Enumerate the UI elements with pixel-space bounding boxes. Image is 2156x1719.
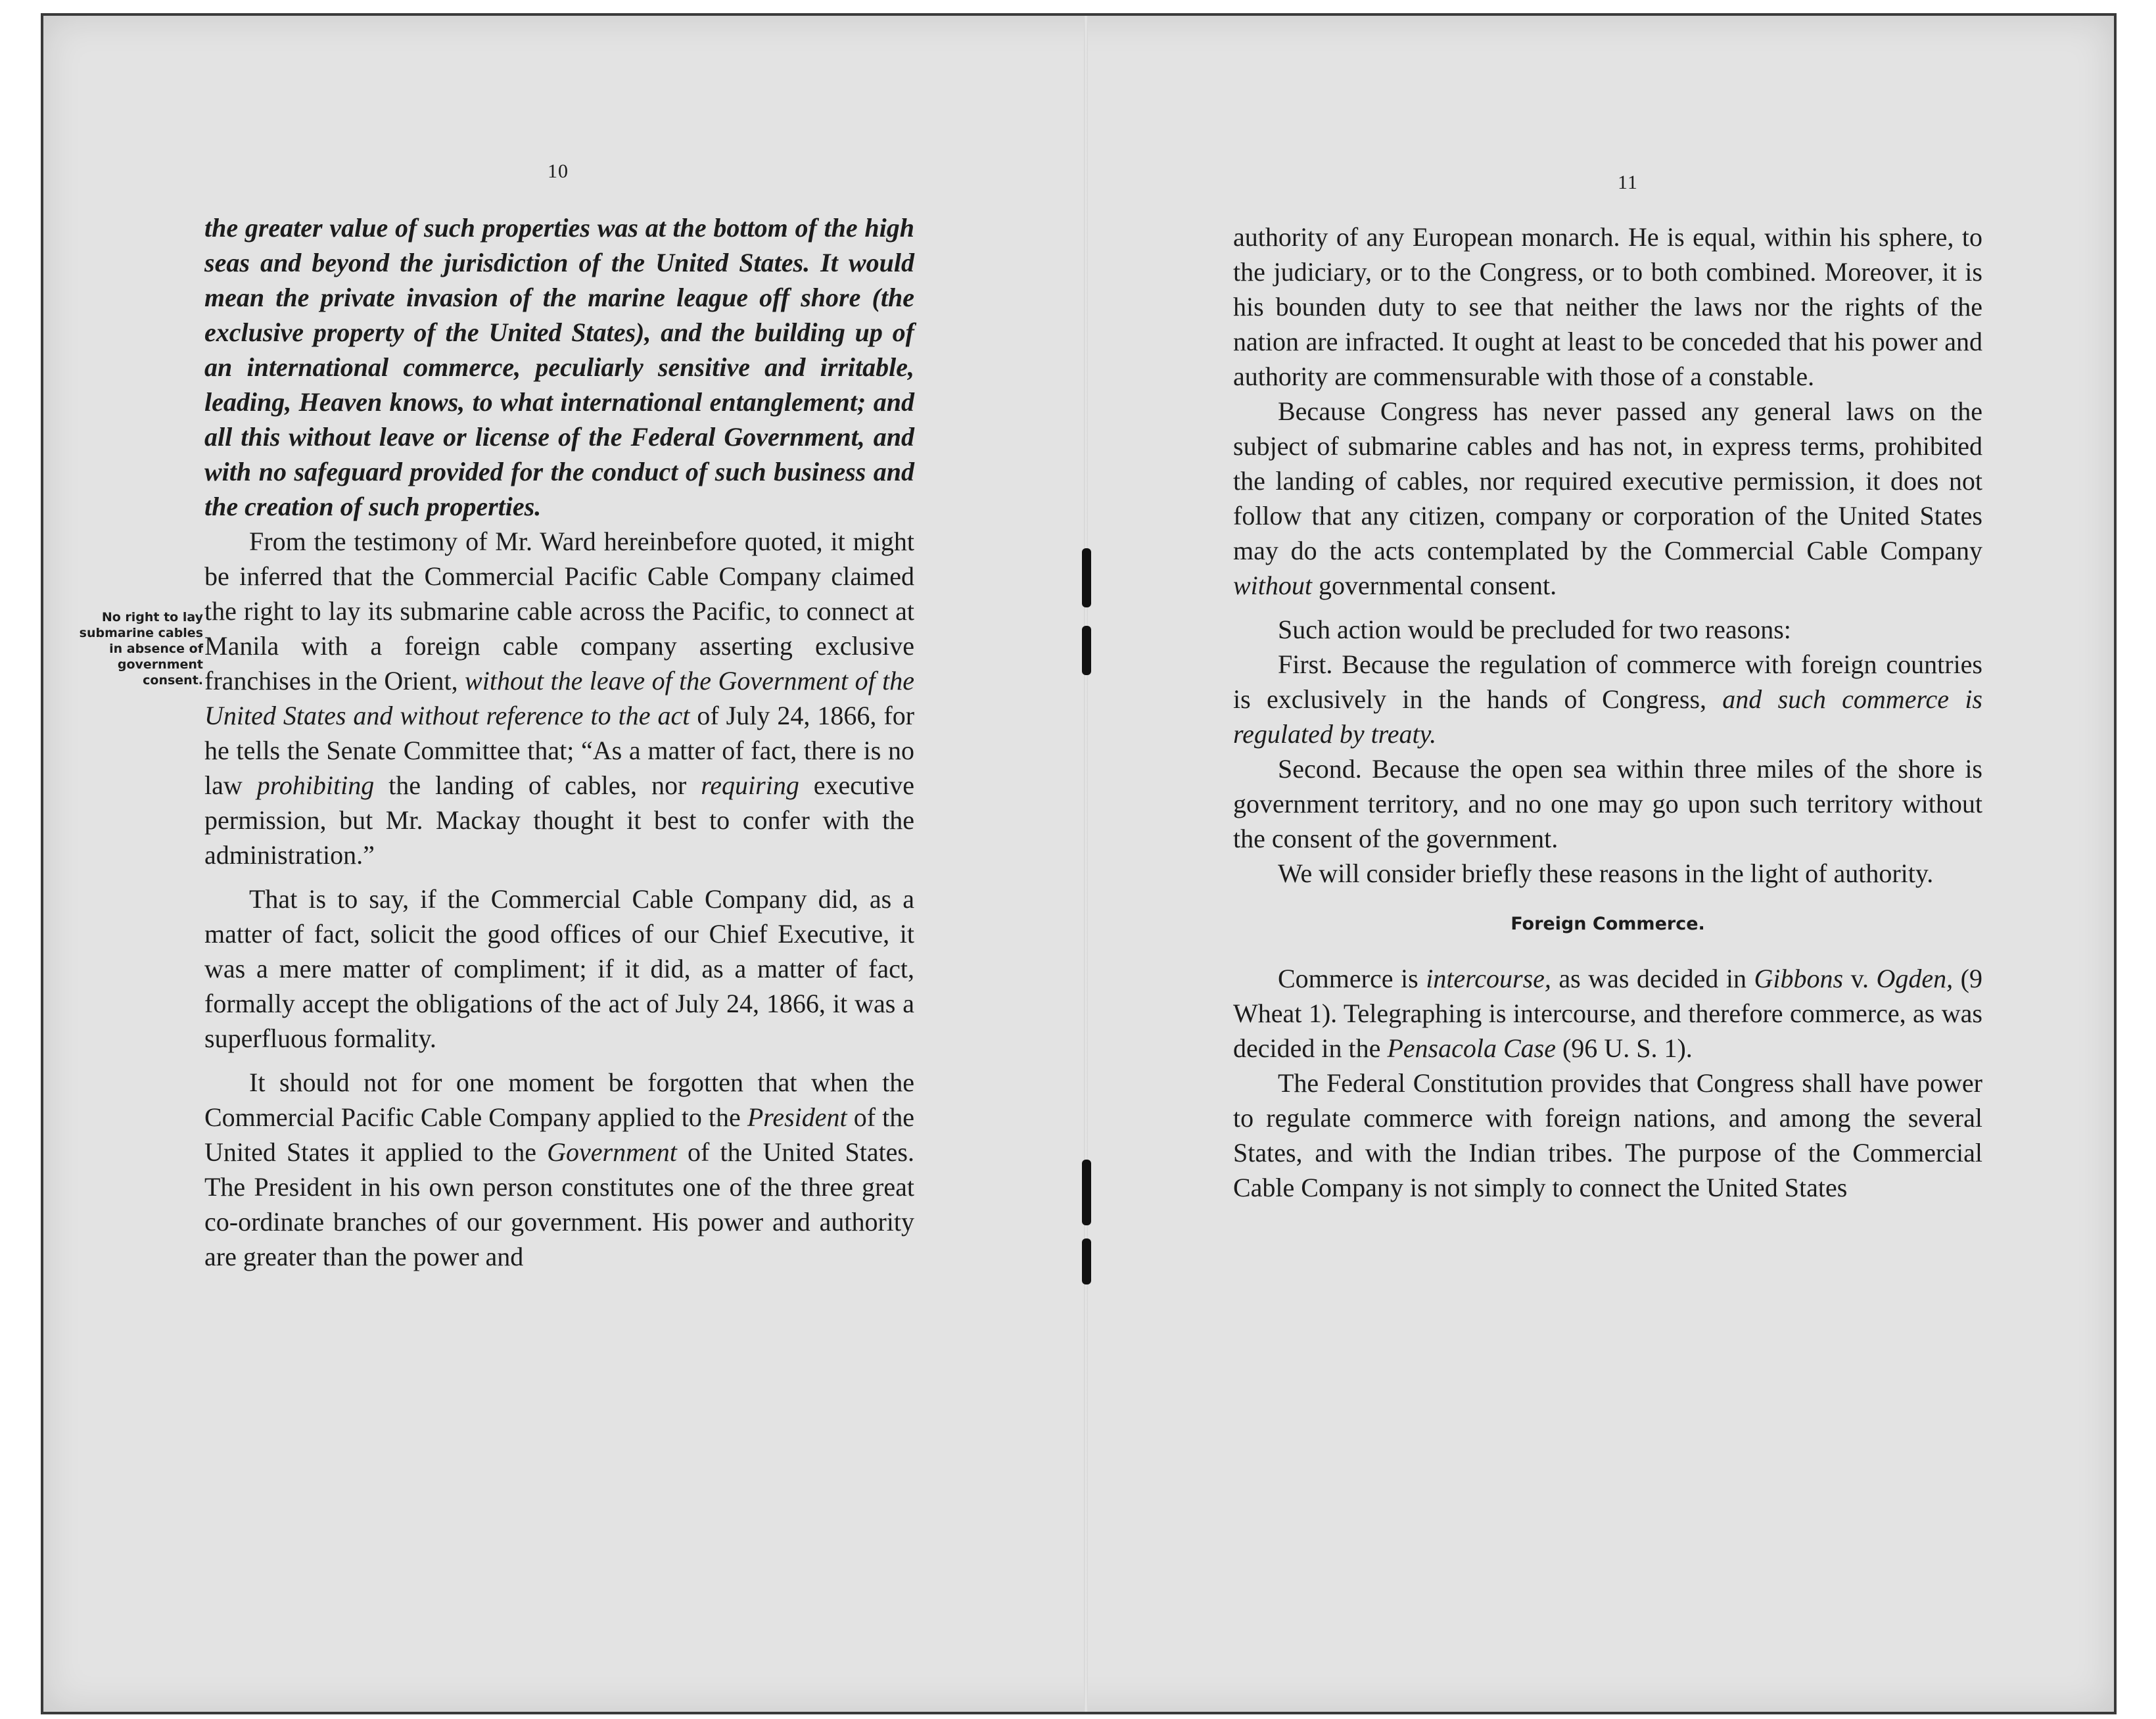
text-span: requiring xyxy=(701,770,799,800)
paragraph xyxy=(1233,394,1982,603)
right-page-number: 11 xyxy=(1618,172,1638,193)
text-span: executive permission, but Mr. Mackay thought it best to confer with the administration.” xyxy=(204,770,914,870)
text-span: President xyxy=(747,1102,847,1132)
text-span: Ogden, xyxy=(1876,964,1954,993)
text-span: Government xyxy=(547,1137,677,1167)
paragraph xyxy=(1233,612,1982,647)
paragraph xyxy=(1233,220,1982,394)
margin-note: No right to lay submarine cables in absence of government consent. xyxy=(79,610,203,688)
text-span: of the United States. The President in his own person constitutes one of the three great co-ordinate branches of our government. His power and authority are greater than the power and xyxy=(204,1137,915,1271)
book-spread xyxy=(41,13,2117,1714)
paragraph xyxy=(204,1065,914,1274)
text-span: It should not for one moment be forgotten that when the Commercial Pacific Cable Company applied to the xyxy=(204,1068,914,1132)
right-paragraphs-before-heading xyxy=(1233,220,1982,891)
text-span: intercourse, xyxy=(1426,964,1551,993)
text-span: of July 24, 1866, for he tells the Senate Committee that; “As a matter of fact, there is no law xyxy=(204,701,915,800)
paragraph xyxy=(1233,751,1982,856)
text-span: Second. Because the open sea within three miles of the shore is government territory, and no one may go upon such territory without the consent of the government. xyxy=(1233,754,1982,853)
text-span: First. Because the regulation of commerce with foreign countries is exclusively in the hands of Congress, xyxy=(1233,649,1982,714)
right-paragraphs-after-heading xyxy=(1233,961,1982,1205)
text-span: v. xyxy=(1843,964,1877,993)
paragraph xyxy=(204,210,914,524)
left-text-column xyxy=(204,210,914,1274)
text-span: authority of any European monarch. He is equal, within his sphere, to the judiciary, or to the Congress, or to both combined. Moreover, it is his bounden duty to see that neither the laws nor the rights of the nation are infracted. It ought at least to be conceded that his power and authority are commensurable with those of a constable. xyxy=(1233,222,1982,391)
paragraph xyxy=(1233,856,1982,891)
text-span: without the leave of the Government of the United States and without reference to the act xyxy=(204,666,914,730)
right-page xyxy=(1085,16,2114,1712)
right-text-column xyxy=(1233,220,1982,1205)
text-span: prohibiting xyxy=(256,770,375,800)
paragraph xyxy=(204,524,914,872)
section-heading: Foreign Commerce. xyxy=(1511,914,1705,934)
paragraph xyxy=(204,882,914,1056)
text-span: governmental consent. xyxy=(1312,571,1557,600)
left-page-number: 10 xyxy=(548,160,569,182)
paragraph xyxy=(1233,647,1982,751)
text-span: the landing of cables, nor xyxy=(374,770,701,800)
text-span: The Federal Constitution provides that Congress shall have power to regulate commerce with foreign nations, and among the several States, and with the Indian tribes. The purpose of the Commercial Cable Company is not simply to connect the United States xyxy=(1233,1068,1982,1202)
text-span: as was decided in xyxy=(1551,964,1754,993)
paragraph xyxy=(1233,1066,1982,1205)
text-span: We will consider briefly these reasons in the light of authority. xyxy=(1278,859,1934,888)
text-span: Pensacola Case xyxy=(1387,1033,1556,1063)
text-span: the greater value of such properties was at the bottom of the high seas and beyond the jurisdiction of the United States. It would mean the private invasion of the marine league off shore (the exclusive property of the United States), and the building up of an international commerce, peculiarly sensitive and irritable, leading, Heaven knows, to what international entanglement; and all this without leave or license of the Federal Government, and with no safeguard provided for the conduct of such business and the creation of such properties. xyxy=(204,213,914,521)
text-span: (9 Wheat 1). Telegraphing is intercourse, and therefore commerce, as was decided in the xyxy=(1233,964,1982,1063)
text-span: Because Congress has never passed any general laws on the subject of submarine cables and has not, in express terms, prohibited the landing of cables, nor required executive permission, it does not follow that any citizen, company or corporation of the United States may do the acts contemplated by the Commercial Cable Company xyxy=(1233,396,1982,565)
text-span: Gibbons xyxy=(1754,964,1844,993)
text-span: without xyxy=(1233,571,1313,600)
text-span: and such commerce is regulated by treaty. xyxy=(1233,684,1982,749)
text-span: Such action would be precluded for two reasons: xyxy=(1278,615,1791,644)
left-page xyxy=(43,16,1085,1712)
paragraph xyxy=(1233,961,1982,1066)
text-span: of the United States it applied to the xyxy=(204,1102,915,1167)
text-span: Commerce is xyxy=(1278,964,1426,993)
text-span: That is to say, if the Commercial Cable Company did, as a matter of fact, solicit the good offices of our Chief Executive, it was a mere matter of compliment; if it did, as a matter of fact, formally accept the obligations of the act of July 24, 1866, it was a superfluous formality. xyxy=(204,884,914,1053)
text-span: (96 U. S. 1). xyxy=(1555,1033,1693,1063)
text-span: From the testimony of Mr. Ward hereinbefore quoted, it might be inferred that the Commercial Pacific Cable Company claimed the right to lay its submarine cable across the Pacific, to connect at Manila with a foreign cable company asserting exclusive franchises in the Orient, xyxy=(204,527,914,695)
